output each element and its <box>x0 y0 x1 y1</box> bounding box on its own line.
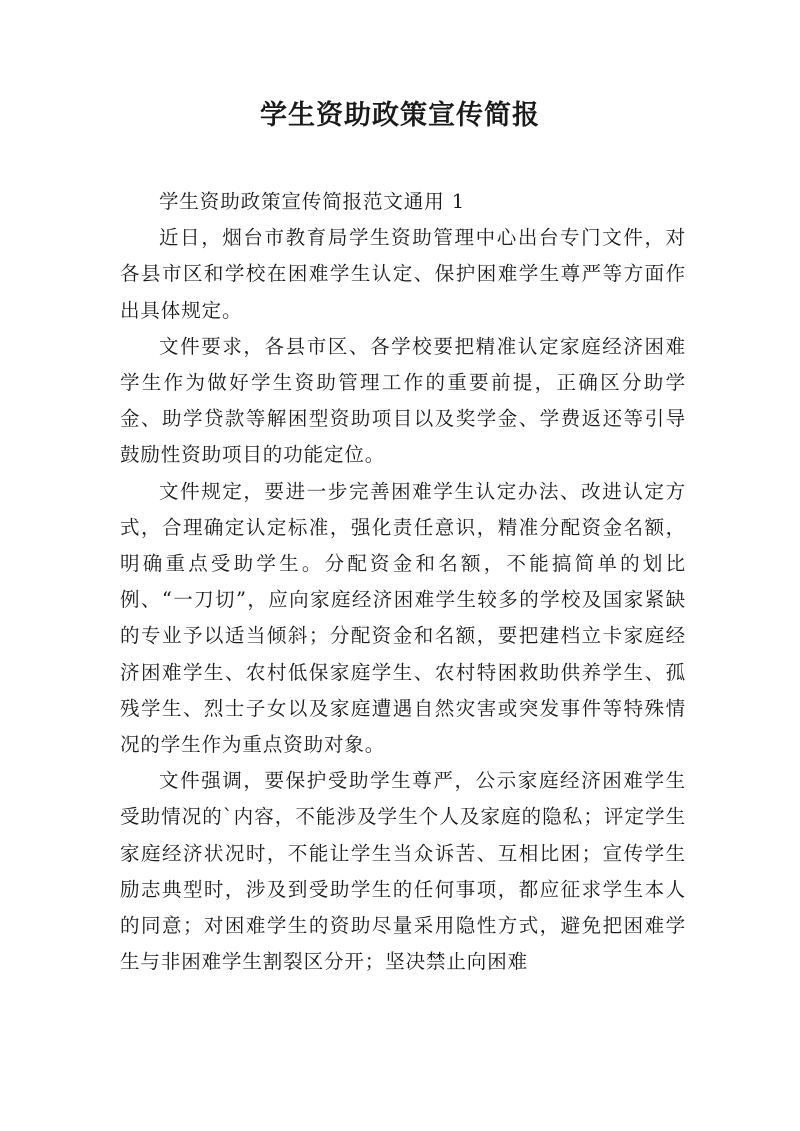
paragraph: 近日，烟台市教育局学生资助管理中心出台专门文件，对各县市区和学校在困难学生认定、保护困难学生尊严等方面作出具体规定。 <box>120 226 686 322</box>
document-title: 学生资助政策宣传简报 <box>260 100 540 131</box>
paragraph: 文件规定，要进一步完善困难学生认定办法、改进认定方式，合理确定认定标准，强化责任意识，精准分配资金名额，明确重点受助学生。分配资金和名额，不能搞简单的划比例、“一刀切”，应向家庭经济困难学生较多的学校及国家紧缺的专业予以适当倾斜；分配资金和名额，要把建档立卡家庭经济困难学生、农村低保家庭学生、农村特困救助供养学生、孤残学生、烈士子女以及家庭遭遇自然灾害或突发事件等特殊情况的学生作为重点资助对象。 <box>120 479 686 757</box>
paragraph: 文件要求，各县市区、各学校要把精准认定家庭经济困难学生作为做好学生资助管理工作的重要前提，正确区分助学金、助学贷款等解困型资助项目以及奖学金、学费返还等引导鼓励性资助项目的功能定位。 <box>120 334 686 467</box>
paragraph: 文件强调，要保护受助学生尊严，公示家庭经济困难学生受助情况的`内容，不能涉及学生个人及家庭的隐私；评定学生家庭经济状况时，不能让学生当众诉苦、互相比困；宣传学生励志典型时，涉及到受助学生的任何事项，都应征求学生本人的同意；对困难学生的资助尽量采用隐性方式，避免把困难学生与非困难学生割裂区分开；坚决禁止向困难 <box>120 769 686 974</box>
document-body <box>120 184 686 980</box>
document-subtitle: 学生资助政策宣传简报范文通用 1 <box>159 190 466 213</box>
